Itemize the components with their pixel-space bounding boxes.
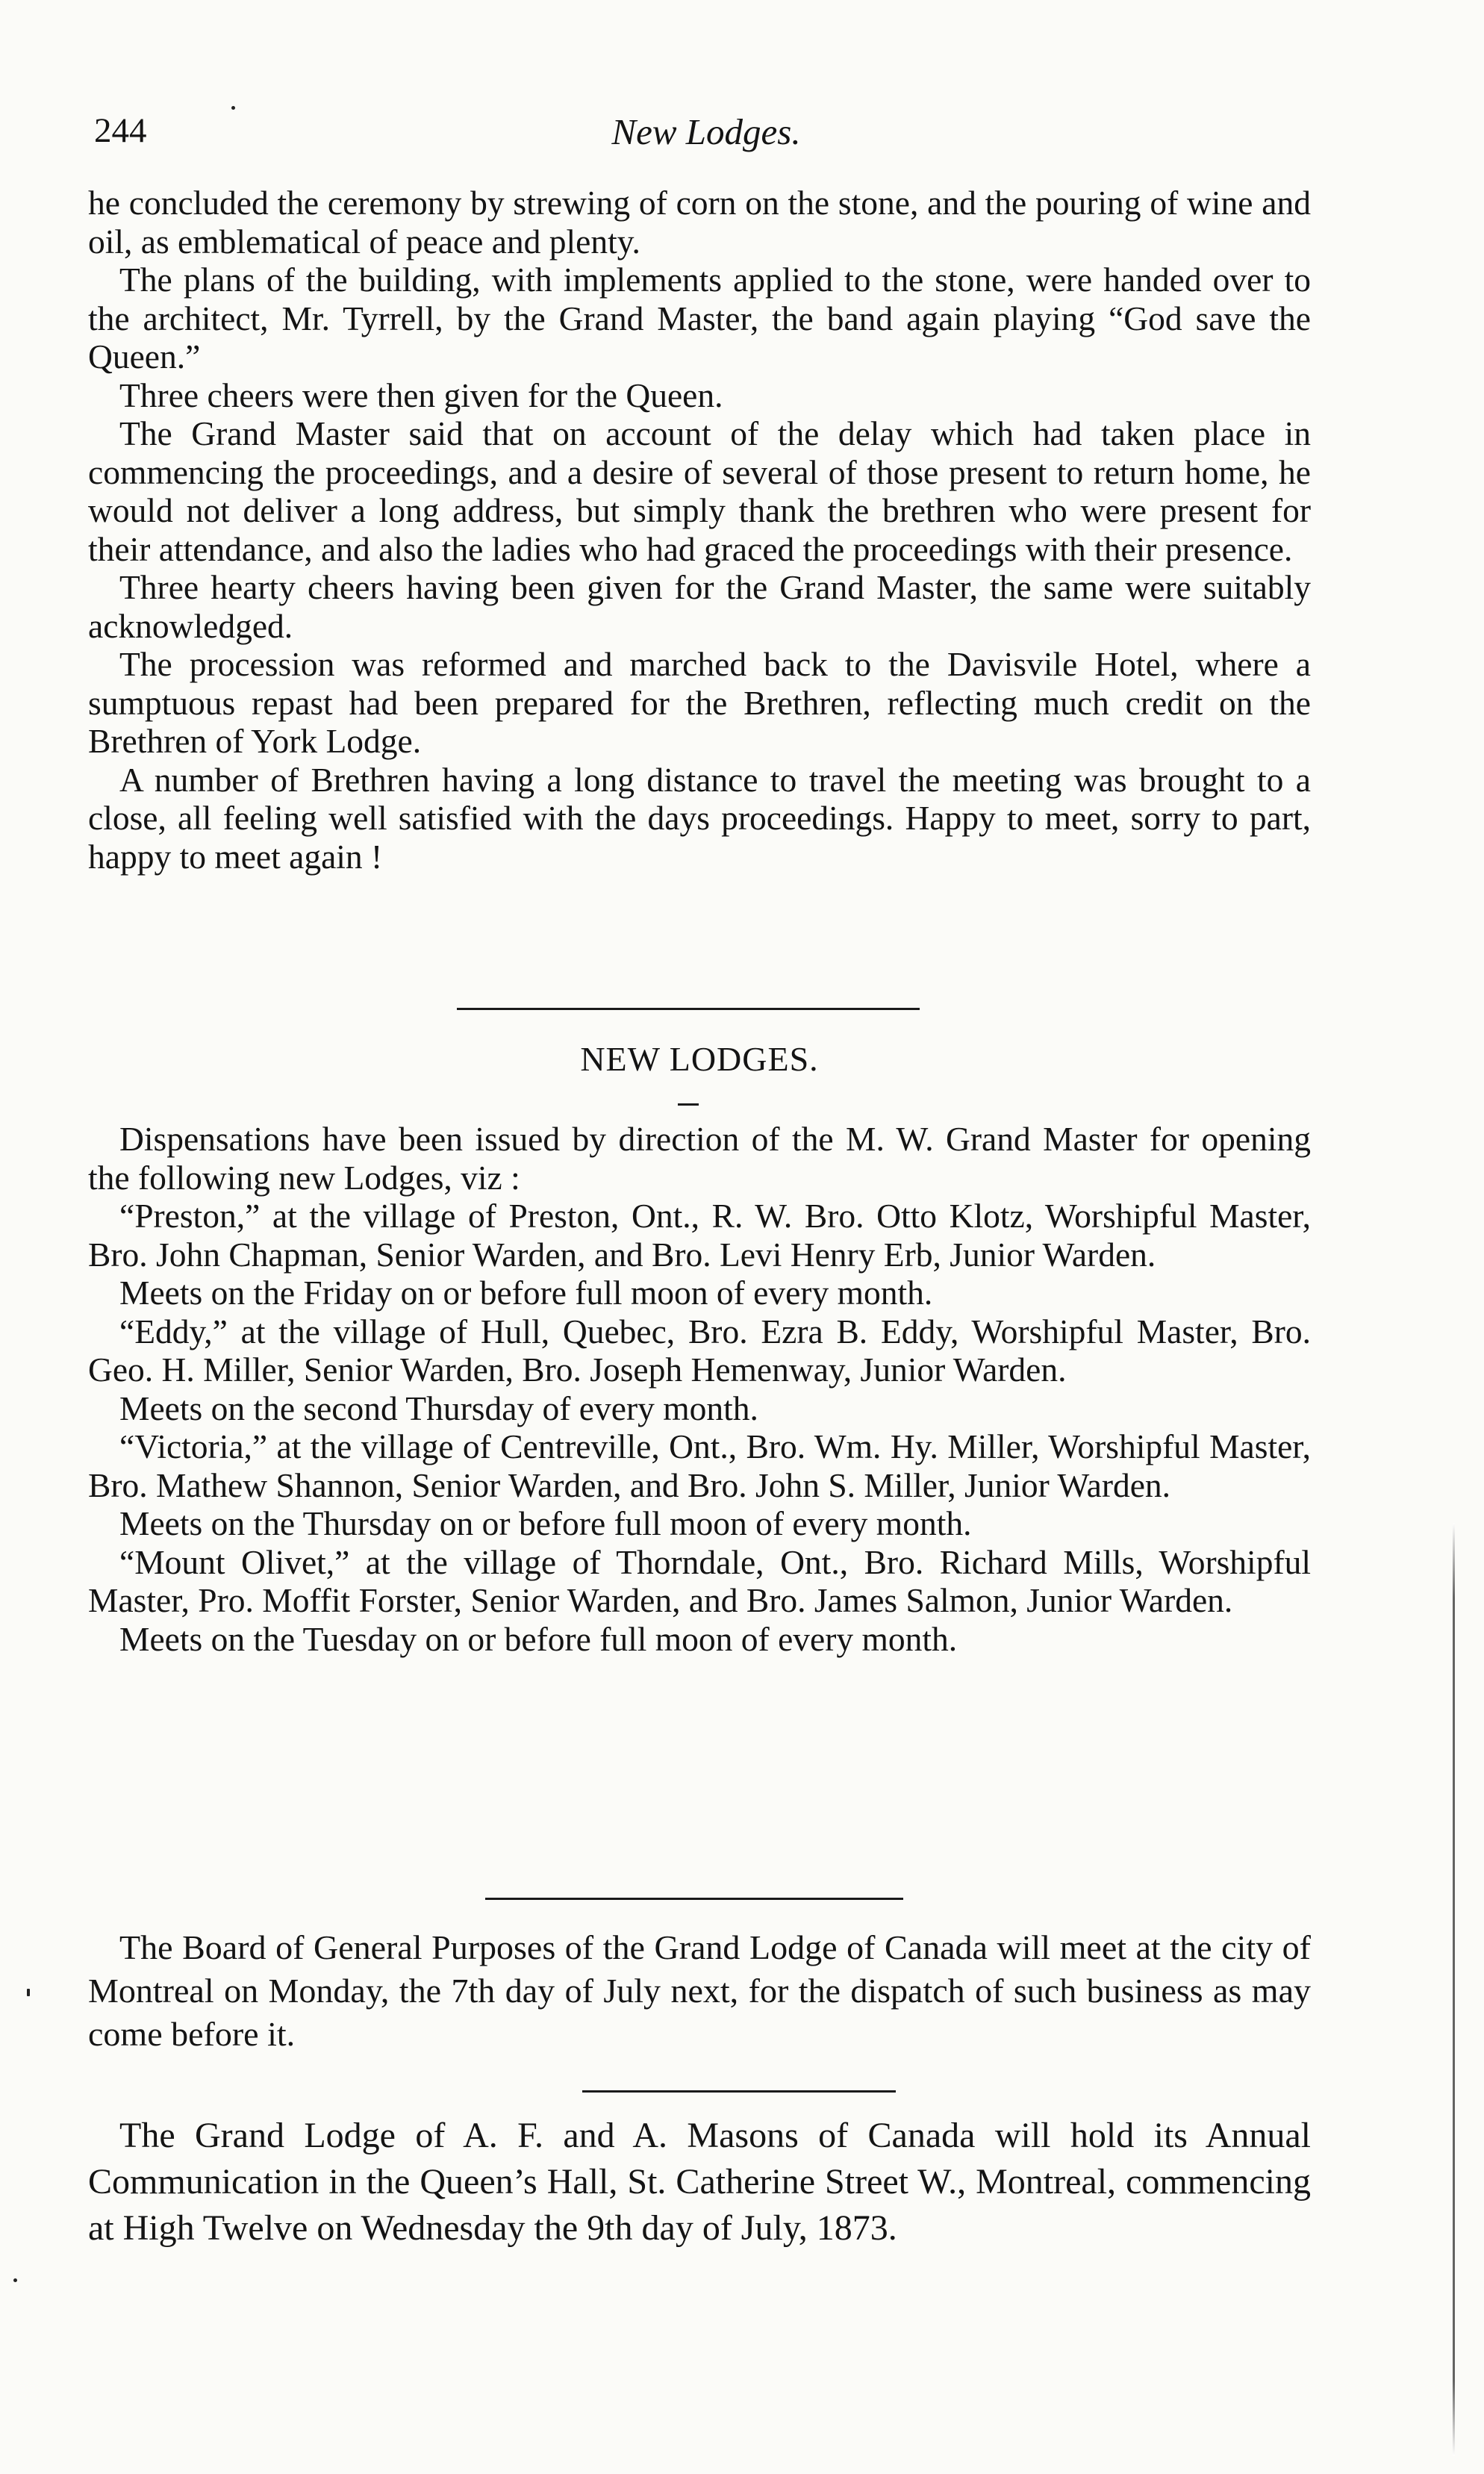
new-lodges-section [88,1120,1311,1658]
print-speck [27,1989,30,1996]
heading-dash [678,1103,699,1106]
board-notice [88,1926,1311,2056]
lodge-meeting: Meets on the second Thursday of every month. [119,1389,758,1427]
paragraph: The plans of the building, with implements applied to the stone, were handed over to the architect, Mr. Tyrrell, by the Grand Master, the band again playing “God save the Queen.” [88,261,1311,376]
paragraph: Dispensations have been issued by direction of the M. W. Grand Master for opening the following new Lodges, viz : [88,1120,1311,1197]
page-header [94,110,1318,163]
page-edge-shadow [1453,1523,1455,2456]
lodge-meeting: Meets on the Tuesday on or before full moon of every month. [119,1619,958,1658]
lodge-entry: “Victoria,” at the village of Centreville, Ont., Bro. Wm. Hy. Miller, Worshipful Master, Bro. Mathew Shannon, Senior Warden, and Bro. John S. Miller, Junior Warden. [88,1427,1311,1504]
paragraph: A number of Brethren having a long distance to travel the meeting was brought to a close, all feeling well satisfied with the days proceedings. Happy to meet, sorry to part, happy to meet again ! [88,760,1311,876]
section-heading: NEW LODGES. [580,1040,819,1078]
notice-paragraph: The Board of General Purposes of the Grand Lodge of Canada will meet at the city of Montreal on Monday, the 7th day of July next, for the dispatch of such business as may come before it. [88,1928,1311,2053]
paragraph: Three cheers were then given for the Queen. [119,376,723,414]
print-speck [231,106,235,110]
page-number: 244 [94,111,147,150]
paragraph: he concluded the ceremony by strewing of corn on the stone, and the pouring of wine and oil, as emblematical of peace and plenty. [88,184,1311,261]
print-speck [13,2278,17,2282]
paragraph: Three hearty cheers having been given for the Grand Master, the same were suitably acknowledged. [88,568,1311,645]
section-divider [485,1898,903,1900]
running-title: New Lodges. [611,111,801,152]
lodge-meeting: Meets on the Thursday on or before full moon of every month. [119,1504,972,1542]
lodge-meeting: Meets on the Friday on or before full moon of every month. [119,1274,933,1312]
article-continuation [88,184,1311,876]
notice-paragraph: The Grand Lodge of A. F. and A. Masons of Canada will hold its Annual Communication in the Queen’s Hall, St. Catherine Street W., Montreal, commencing at High Twelve on Wednesday the 9th day of July, 1873. [88,2116,1311,2248]
paragraph: The Grand Master said that on account of the delay which had taken place in commencing the proceedings, and a desire of several of those present to return home, he would not deliver a long address, but simply thank the brethren who were present for their attendance, and also the ladies who had graced the proceedings with their presence. [88,414,1311,568]
paragraph: The procession was reformed and marched back to the Davisvile Hotel, where a sumptuous repast had been prepared for the Brethren, reflecting much credit on the Brethren of York Lodge. [88,645,1311,760]
lodge-entry: “Mount Olivet,” at the village of Thorndale, Ont., Bro. Richard Mills, Worshipful Master, Pro. Moffit Forster, Senior Warden, and Bro. James Salmon, Junior Warden. [88,1542,1311,1619]
lodge-entry: “Preston,” at the village of Preston, Ont., R. W. Bro. Otto Klotz, Worshipful Master, Bro. John Chapman, Senior Warden, and Bro. Levi Henry Erb, Junior Warden. [88,1197,1311,1274]
grand-lodge-notice [88,2113,1311,2252]
section-divider [457,1008,920,1010]
section-divider [582,2090,896,2093]
lodge-entry: “Eddy,” at the village of Hull, Quebec, Bro. Ezra B. Eddy, Worshipful Master, Bro. Geo. H. Miller, Senior Warden, Bro. Joseph Hemenway, Junior Warden. [88,1312,1311,1389]
